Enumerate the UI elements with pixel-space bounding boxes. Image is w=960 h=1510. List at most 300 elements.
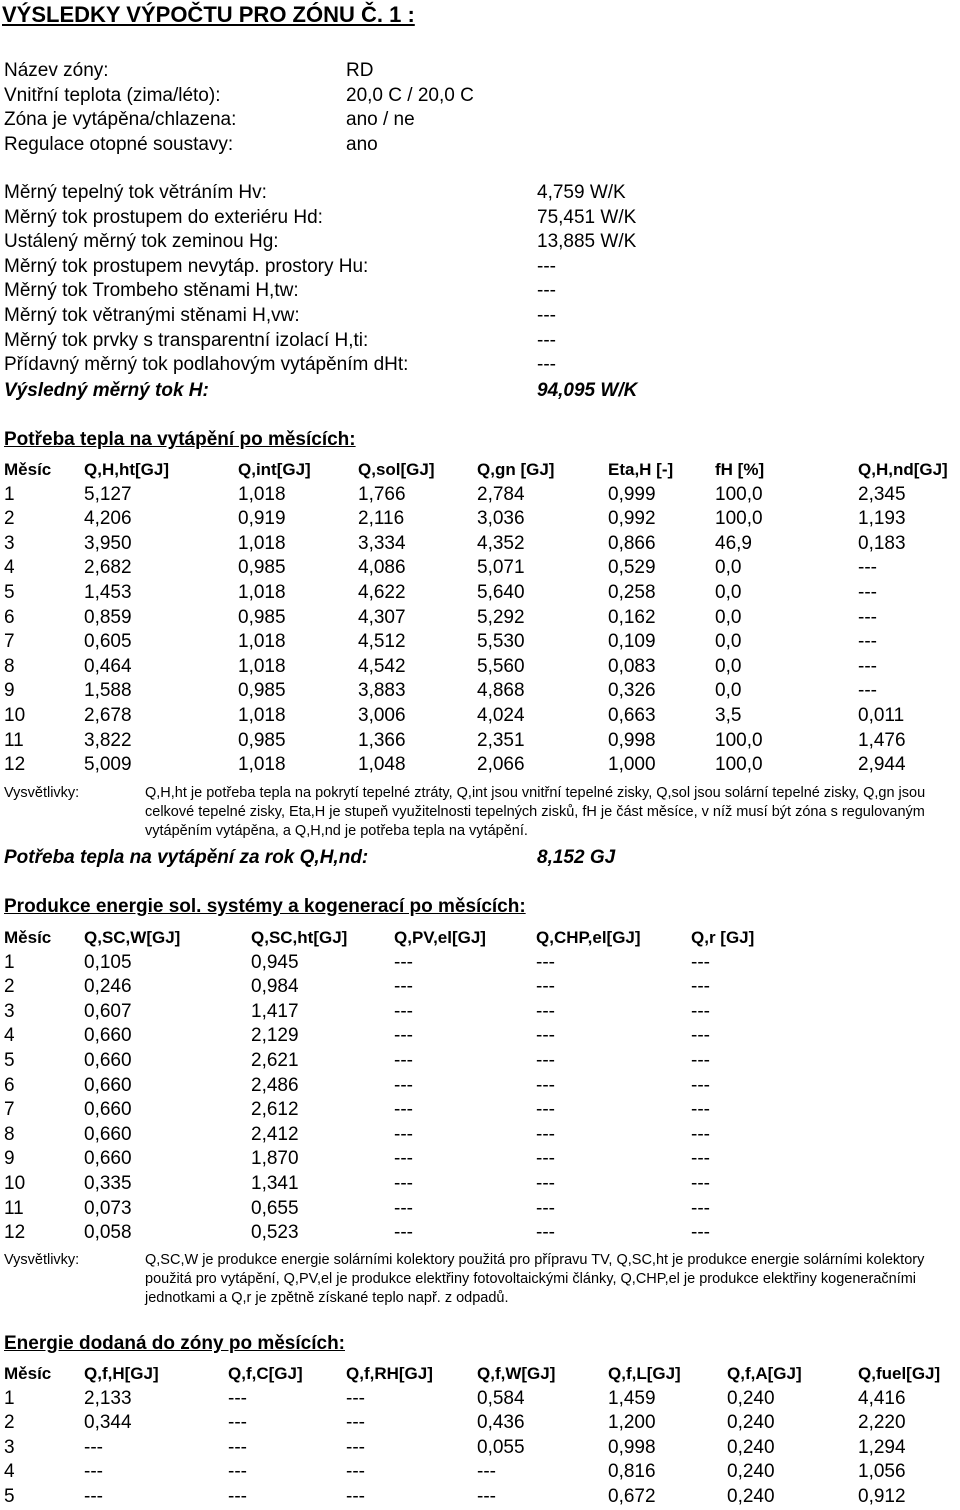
production-heading: Produkce energie sol. systémy a kogenerací po měsících: bbox=[4, 896, 526, 917]
table-cell: --- bbox=[228, 1485, 247, 1507]
table-cell: --- bbox=[691, 1172, 710, 1194]
table-row bbox=[4, 729, 960, 754]
table-cell: 3 bbox=[4, 532, 15, 554]
column-header: Q,gn [GJ] bbox=[477, 460, 555, 479]
table-cell: 8 bbox=[4, 1123, 15, 1145]
column-header: Q,H,ht[GJ] bbox=[84, 460, 169, 479]
column-header: Q,f,H[GJ] bbox=[84, 1364, 159, 1383]
column-header: Měsíc bbox=[4, 928, 52, 947]
table-cell: 5,292 bbox=[477, 606, 525, 628]
table-cell: --- bbox=[536, 1148, 555, 1170]
table-row bbox=[4, 1197, 960, 1222]
production-note-text: Q,SC,W je produkce energie solárními kolektory použitá pro přípravu TV, Q,SC,ht je produkce energie solárními kolektory použitá pro vytápění, Q,PV,el je produkce elektřiny fotovoltaickými články, Q,CHP,el je produkce elektřiny kogeneračními jednotkami a Q,r je zpětně získané teplo např. z odpadů. bbox=[145, 1252, 925, 1306]
table-cell: 0,663 bbox=[608, 704, 656, 726]
table-cell: --- bbox=[691, 1123, 710, 1145]
table-cell: 11 bbox=[4, 729, 24, 751]
table-cell: 1,366 bbox=[358, 729, 406, 751]
table-cell: 2,621 bbox=[251, 1049, 299, 1071]
table-cell: 3,5 bbox=[715, 704, 742, 726]
table-cell: 1,870 bbox=[251, 1148, 299, 1170]
table-cell: --- bbox=[536, 1099, 555, 1121]
table-cell: 5,009 bbox=[84, 754, 132, 776]
table-cell: 2,944 bbox=[858, 754, 906, 776]
heating-total-label: Potřeba tepla na vytápění za rok Q,H,nd: bbox=[4, 847, 369, 868]
table-cell: 0,011 bbox=[858, 704, 905, 726]
table-cell: 0,584 bbox=[477, 1387, 525, 1409]
table-cell: --- bbox=[858, 606, 877, 628]
table-cell: 0,0 bbox=[715, 557, 742, 579]
table-cell: 0,660 bbox=[84, 1049, 132, 1071]
table-row bbox=[4, 951, 960, 976]
table-cell: --- bbox=[858, 680, 877, 702]
table-row bbox=[4, 1000, 960, 1025]
table-row bbox=[4, 1098, 960, 1123]
table-cell: --- bbox=[691, 1222, 710, 1244]
column-header: Měsíc bbox=[4, 1364, 52, 1383]
table-cell: 1,018 bbox=[238, 483, 286, 505]
table-cell: --- bbox=[394, 976, 413, 998]
production-note-label: Vysvětlivky: bbox=[4, 1252, 80, 1268]
table-cell: 4,868 bbox=[477, 680, 525, 702]
table-cell: 5,071 bbox=[477, 557, 525, 579]
table-cell: --- bbox=[346, 1412, 365, 1434]
table-row bbox=[4, 1049, 960, 1074]
table-cell: 0,998 bbox=[608, 729, 656, 751]
table-cell: --- bbox=[346, 1461, 365, 1483]
table-cell: 0,607 bbox=[84, 1000, 132, 1022]
table-cell: 0,985 bbox=[238, 557, 286, 579]
table-cell: 3,822 bbox=[84, 729, 132, 751]
heating-note-label: Vysvětlivky: bbox=[4, 785, 80, 801]
table-row bbox=[4, 1123, 960, 1148]
table-cell: --- bbox=[394, 1197, 413, 1219]
table-cell: 1,200 bbox=[608, 1412, 656, 1434]
table-cell: --- bbox=[536, 1074, 555, 1096]
table-cell: 5,560 bbox=[477, 655, 525, 677]
table-cell: 4,512 bbox=[358, 631, 406, 653]
page-title: VÝSLEDKY VÝPOČTU PRO ZÓNU Č. 1 : bbox=[2, 2, 415, 27]
table-row bbox=[4, 655, 960, 680]
table-cell: 0,0 bbox=[715, 606, 742, 628]
table-cell: --- bbox=[858, 581, 877, 603]
table-row bbox=[4, 1172, 960, 1197]
table-cell: 1,018 bbox=[238, 655, 286, 677]
column-header: fH [%] bbox=[715, 460, 765, 479]
delivered-table bbox=[4, 1362, 960, 1510]
table-cell: 11 bbox=[4, 1197, 24, 1219]
table-cell: --- bbox=[228, 1412, 247, 1434]
table-cell: 5,127 bbox=[84, 483, 132, 505]
production-table bbox=[4, 926, 960, 1246]
delivered-heading: Energie dodaná do zóny po měsících: bbox=[4, 1333, 345, 1354]
table-row bbox=[4, 1024, 960, 1049]
table-cell: --- bbox=[536, 1049, 555, 1071]
table-cell: 1,588 bbox=[84, 680, 132, 702]
result-h-value: 94,095 W/K bbox=[537, 380, 638, 401]
table-cell: 0,0 bbox=[715, 655, 742, 677]
table-cell: 9 bbox=[4, 680, 15, 702]
table-row bbox=[4, 556, 960, 581]
table-cell: --- bbox=[394, 1025, 413, 1047]
table-cell: 4 bbox=[4, 1025, 15, 1047]
table-cell: 100,0 bbox=[715, 754, 763, 776]
table-row bbox=[4, 704, 960, 729]
table-cell: --- bbox=[536, 1025, 555, 1047]
table-cell: 0,240 bbox=[727, 1387, 775, 1409]
table-cell: 0,945 bbox=[251, 951, 299, 973]
table-cell: --- bbox=[691, 976, 710, 998]
table-cell: 1,018 bbox=[238, 631, 286, 653]
table-row bbox=[4, 1221, 960, 1246]
table-cell: --- bbox=[394, 951, 413, 973]
zone-info-label: Vnitřní teplota (zima/léto): bbox=[4, 84, 221, 106]
table-cell: 4,307 bbox=[358, 606, 406, 628]
table-cell: 0,183 bbox=[858, 532, 906, 554]
table-cell: 2,678 bbox=[84, 704, 132, 726]
table-cell: 3,950 bbox=[84, 532, 132, 554]
zone-info-value: RD bbox=[346, 60, 374, 81]
table-cell: 0,866 bbox=[608, 532, 656, 554]
table-cell: 0,246 bbox=[84, 976, 132, 998]
column-header: Q,SC,W[GJ] bbox=[84, 928, 181, 947]
column-header: Q,sol[GJ] bbox=[358, 460, 435, 479]
table-cell: 0,0 bbox=[715, 680, 742, 702]
table-cell: 0,344 bbox=[84, 1412, 132, 1434]
table-cell: --- bbox=[84, 1436, 103, 1458]
table-cell: 0,109 bbox=[608, 631, 656, 653]
table-cell: 1,294 bbox=[858, 1436, 906, 1458]
table-cell: 2,345 bbox=[858, 483, 906, 505]
heat-flow-label: Ustálený měrný tok zeminou Hg: bbox=[4, 231, 279, 253]
table-cell: 0,660 bbox=[84, 1123, 132, 1145]
table-cell: 0,992 bbox=[608, 508, 656, 530]
table-cell: 5 bbox=[4, 1485, 15, 1507]
heat-flow-label: Měrný tok prostupem nevytáp. prostory Hu: bbox=[4, 255, 369, 277]
table-row bbox=[4, 975, 960, 1000]
heat-flow-value: --- bbox=[537, 255, 556, 277]
table-row bbox=[4, 1436, 960, 1461]
column-header: Q,PV,el[GJ] bbox=[394, 928, 486, 947]
table-cell: --- bbox=[536, 1172, 555, 1194]
table-cell: 4,352 bbox=[477, 532, 525, 554]
table-cell: --- bbox=[84, 1461, 103, 1483]
table-cell: 0,985 bbox=[238, 680, 286, 702]
table-cell: --- bbox=[346, 1485, 365, 1507]
table-cell: 5 bbox=[4, 1049, 15, 1071]
table-cell: --- bbox=[691, 1025, 710, 1047]
table-cell: --- bbox=[536, 1000, 555, 1022]
column-header: Q,CHP,el[GJ] bbox=[536, 928, 641, 947]
table-row bbox=[4, 753, 960, 778]
heat-flow-value: 13,885 W/K bbox=[537, 231, 637, 253]
table-cell: 2,784 bbox=[477, 483, 525, 505]
heat-flow-label: Měrný tok prostupem do exteriéru Hd: bbox=[4, 206, 323, 228]
heat-flow-label: Přídavný měrný tok podlahovým vytápěním dHt: bbox=[4, 354, 409, 376]
heating-note-text: Q,H,ht je potřeba tepla na pokrytí tepelné ztráty, Q,int jsou vnitřní tepelné zisky, Q,sol jsou solární tepelné zisky, Q,gn jsou celkové tepelné zisky, Eta,H je stupeň využitelnosti tepelných zisků, fH je část měsíce, v níž musí být zóna s regulovaným vytápěním vytápěna, a Q,H,nd je potřeba tepla na vytápění. bbox=[145, 785, 926, 839]
table-row bbox=[4, 507, 960, 532]
table-cell: 3,334 bbox=[358, 532, 406, 554]
table-cell: 4,086 bbox=[358, 557, 406, 579]
table-cell: 1,341 bbox=[251, 1172, 299, 1194]
table-cell: 0,984 bbox=[251, 976, 299, 998]
table-cell: 2,682 bbox=[84, 557, 132, 579]
table-cell: 10 bbox=[4, 704, 26, 726]
heat-flow-value: --- bbox=[537, 354, 556, 376]
table-cell: --- bbox=[691, 1197, 710, 1219]
column-header: Q,f,RH[GJ] bbox=[346, 1364, 433, 1383]
table-cell: 0,240 bbox=[727, 1485, 775, 1507]
table-cell: 0,0 bbox=[715, 581, 742, 603]
table-cell: --- bbox=[691, 1049, 710, 1071]
table-cell: 100,0 bbox=[715, 729, 763, 751]
table-cell: 0,335 bbox=[84, 1172, 132, 1194]
table-cell: --- bbox=[691, 1000, 710, 1022]
table-cell: 2,612 bbox=[251, 1099, 299, 1121]
table-cell: 0,912 bbox=[858, 1485, 906, 1507]
table-cell: 8 bbox=[4, 655, 15, 677]
table-cell: 4,416 bbox=[858, 1387, 906, 1409]
table-cell: 2,129 bbox=[251, 1025, 299, 1047]
heating-total-value: 8,152 GJ bbox=[537, 847, 616, 868]
table-cell: 4 bbox=[4, 557, 15, 579]
table-row bbox=[4, 581, 960, 606]
table-cell: --- bbox=[394, 1172, 413, 1194]
table-cell: 6 bbox=[4, 1074, 15, 1096]
table-cell: 0,672 bbox=[608, 1485, 656, 1507]
zone-info-label: Regulace otopné soustavy: bbox=[4, 134, 234, 156]
table-cell: --- bbox=[394, 1123, 413, 1145]
table-cell: 1,000 bbox=[608, 754, 656, 776]
heat-flow-label: Měrný tepelný tok větráním Hv: bbox=[4, 182, 267, 203]
table-row bbox=[4, 532, 960, 557]
table-cell: 0,660 bbox=[84, 1099, 132, 1121]
heat-flow-label: Měrný tok Trombeho stěnami H,tw: bbox=[4, 280, 299, 302]
table-cell: 0,240 bbox=[727, 1436, 775, 1458]
column-header: Měsíc bbox=[4, 460, 52, 479]
table-row bbox=[4, 483, 960, 508]
table-cell: 0,464 bbox=[84, 655, 132, 677]
table-row bbox=[4, 630, 960, 655]
table-cell: 0,660 bbox=[84, 1025, 132, 1047]
table-row bbox=[4, 1147, 960, 1172]
column-header: Q,f,A[GJ] bbox=[727, 1364, 802, 1383]
table-cell: 0,660 bbox=[84, 1074, 132, 1096]
column-header: Q,H,nd[GJ] bbox=[858, 460, 948, 479]
table-cell: 0,055 bbox=[477, 1436, 525, 1458]
table-cell: 5,640 bbox=[477, 581, 525, 603]
table-cell: 4,206 bbox=[84, 508, 132, 530]
table-cell: 2,351 bbox=[477, 729, 525, 751]
table-cell: 0,660 bbox=[84, 1148, 132, 1170]
table-cell: 9 bbox=[4, 1148, 15, 1170]
table-cell: 100,0 bbox=[715, 508, 763, 530]
table-cell: 2,486 bbox=[251, 1074, 299, 1096]
heat-flow-label: Měrný tok větranými stěnami H,vw: bbox=[4, 305, 300, 326]
table-cell: --- bbox=[536, 976, 555, 998]
heat-flow-value: 75,451 W/K bbox=[537, 206, 637, 228]
table-cell: 3,006 bbox=[358, 704, 406, 726]
table-cell: 12 bbox=[4, 1222, 26, 1244]
table-cell: --- bbox=[84, 1485, 103, 1507]
column-header: Q,f,C[GJ] bbox=[228, 1364, 303, 1383]
table-cell: 1,056 bbox=[858, 1461, 906, 1483]
column-header: Q,r [GJ] bbox=[691, 928, 755, 947]
table-cell: --- bbox=[228, 1387, 247, 1409]
heat-flow-label: Měrný tok prvky s transparentní izolací H,ti: bbox=[4, 329, 369, 351]
table-row bbox=[4, 1411, 960, 1436]
zone-info-label: Zóna je vytápěna/chlazena: bbox=[4, 109, 237, 131]
table-cell: --- bbox=[858, 655, 877, 677]
table-cell: 0,326 bbox=[608, 680, 656, 702]
table-cell: 7 bbox=[4, 1099, 15, 1121]
table-cell: 3 bbox=[4, 1436, 15, 1458]
table-row bbox=[4, 1460, 960, 1485]
table-cell: 0,162 bbox=[608, 606, 656, 628]
table-cell: 0,999 bbox=[608, 483, 656, 505]
table-cell: 1 bbox=[4, 1387, 15, 1409]
table-cell: --- bbox=[394, 1099, 413, 1121]
table-cell: --- bbox=[394, 1222, 413, 1244]
table-row bbox=[4, 1485, 960, 1510]
table-cell: --- bbox=[394, 1074, 413, 1096]
table-cell: 3,883 bbox=[358, 680, 406, 702]
table-cell: 0,105 bbox=[84, 951, 132, 973]
table-cell: --- bbox=[536, 1197, 555, 1219]
table-cell: 3,036 bbox=[477, 508, 525, 530]
table-header-row bbox=[4, 1362, 960, 1387]
table-cell: 1,018 bbox=[238, 704, 286, 726]
zone-info-label: Název zóny: bbox=[4, 60, 109, 81]
column-header: Q,f,L[GJ] bbox=[608, 1364, 681, 1383]
table-cell: 2,116 bbox=[358, 508, 405, 530]
table-cell: --- bbox=[691, 1074, 710, 1096]
table-cell: 0,073 bbox=[84, 1197, 132, 1219]
heat-flow-value: --- bbox=[537, 305, 556, 326]
table-cell: 10 bbox=[4, 1172, 26, 1194]
table-cell: --- bbox=[477, 1461, 496, 1483]
table-cell: 1,018 bbox=[238, 754, 286, 776]
table-cell: 2,066 bbox=[477, 754, 525, 776]
table-cell: 0,998 bbox=[608, 1436, 656, 1458]
table-cell: --- bbox=[228, 1461, 247, 1483]
table-cell: 4 bbox=[4, 1461, 15, 1483]
table-cell: 1,048 bbox=[358, 754, 406, 776]
table-cell: 0,655 bbox=[251, 1197, 299, 1219]
column-header: Q,f,W[GJ] bbox=[477, 1364, 556, 1383]
table-cell: 5 bbox=[4, 581, 15, 603]
table-cell: 0,816 bbox=[608, 1461, 656, 1483]
table-cell: 2 bbox=[4, 508, 15, 530]
heating-table bbox=[4, 458, 960, 778]
table-cell: 1,193 bbox=[858, 508, 906, 530]
table-cell: 1 bbox=[4, 951, 15, 973]
table-cell: 1,018 bbox=[238, 581, 286, 603]
column-header: Q,fuel[GJ] bbox=[858, 1364, 941, 1383]
table-row bbox=[4, 1074, 960, 1099]
table-cell: --- bbox=[691, 951, 710, 973]
table-cell: 0,436 bbox=[477, 1412, 525, 1434]
table-cell: --- bbox=[858, 557, 877, 579]
table-cell: 2,133 bbox=[84, 1387, 132, 1409]
table-cell: 2,412 bbox=[251, 1123, 299, 1145]
table-cell: 1,018 bbox=[238, 532, 286, 554]
table-cell: 1,766 bbox=[358, 483, 406, 505]
table-row bbox=[4, 1387, 960, 1412]
table-cell: --- bbox=[858, 631, 877, 653]
table-cell: --- bbox=[691, 1099, 710, 1121]
table-cell: 1,453 bbox=[84, 581, 132, 603]
heat-flow-value: 4,759 W/K bbox=[537, 182, 626, 203]
table-cell: 0,0 bbox=[715, 631, 742, 653]
table-cell: 0,240 bbox=[727, 1412, 775, 1434]
column-header: Q,int[GJ] bbox=[238, 460, 311, 479]
table-cell: 0,605 bbox=[84, 631, 132, 653]
table-cell: 0,058 bbox=[84, 1222, 132, 1244]
table-cell: 1,417 bbox=[251, 1000, 299, 1022]
table-cell: 4,622 bbox=[358, 581, 406, 603]
table-cell: --- bbox=[536, 1222, 555, 1244]
table-cell: 0,529 bbox=[608, 557, 656, 579]
heating-heading: Potřeba tepla na vytápění po měsících: bbox=[4, 429, 356, 450]
table-cell: --- bbox=[394, 1049, 413, 1071]
table-cell: 0,985 bbox=[238, 729, 286, 751]
table-row bbox=[4, 606, 960, 631]
zone-info-value: 20,0 C / 20,0 C bbox=[346, 84, 474, 106]
table-cell: 46,9 bbox=[715, 532, 752, 554]
table-cell: 12 bbox=[4, 754, 26, 776]
table-cell: 4,542 bbox=[358, 655, 406, 677]
table-cell: --- bbox=[394, 1000, 413, 1022]
table-cell: --- bbox=[536, 951, 555, 973]
column-header: Eta,H [-] bbox=[608, 460, 674, 479]
table-cell: 4,024 bbox=[477, 704, 525, 726]
table-cell: --- bbox=[394, 1148, 413, 1170]
table-cell: 1,476 bbox=[858, 729, 906, 751]
heat-flow-value: --- bbox=[537, 329, 556, 351]
zone-info-value: ano / ne bbox=[346, 109, 415, 131]
table-cell: 0,919 bbox=[238, 508, 286, 530]
column-header: Q,SC,ht[GJ] bbox=[251, 928, 348, 947]
table-header-row bbox=[4, 458, 960, 483]
table-cell: 2 bbox=[4, 1412, 15, 1434]
table-cell: --- bbox=[346, 1436, 365, 1458]
table-cell: 0,985 bbox=[238, 606, 286, 628]
table-row bbox=[4, 679, 960, 704]
table-cell: 7 bbox=[4, 631, 15, 653]
table-header-row bbox=[4, 926, 960, 951]
table-cell: 0,523 bbox=[251, 1222, 299, 1244]
table-cell: 0,258 bbox=[608, 581, 656, 603]
table-cell: 100,0 bbox=[715, 483, 763, 505]
table-cell: 2 bbox=[4, 976, 15, 998]
heat-flow-value: --- bbox=[537, 280, 556, 302]
table-cell: 5,530 bbox=[477, 631, 525, 653]
table-cell: 6 bbox=[4, 606, 15, 628]
table-cell: --- bbox=[228, 1436, 247, 1458]
table-cell: 0,859 bbox=[84, 606, 132, 628]
table-cell: 0,240 bbox=[727, 1461, 775, 1483]
table-cell: --- bbox=[536, 1123, 555, 1145]
table-cell: 0,083 bbox=[608, 655, 656, 677]
table-cell: 2,220 bbox=[858, 1412, 906, 1434]
table-cell: 1,459 bbox=[608, 1387, 656, 1409]
table-cell: --- bbox=[477, 1485, 496, 1507]
table-cell: --- bbox=[346, 1387, 365, 1409]
table-cell: 1 bbox=[4, 483, 15, 505]
result-h-label: Výsledný měrný tok H: bbox=[4, 380, 209, 401]
table-cell: 3 bbox=[4, 1000, 15, 1022]
zone-info-value: ano bbox=[346, 134, 378, 156]
